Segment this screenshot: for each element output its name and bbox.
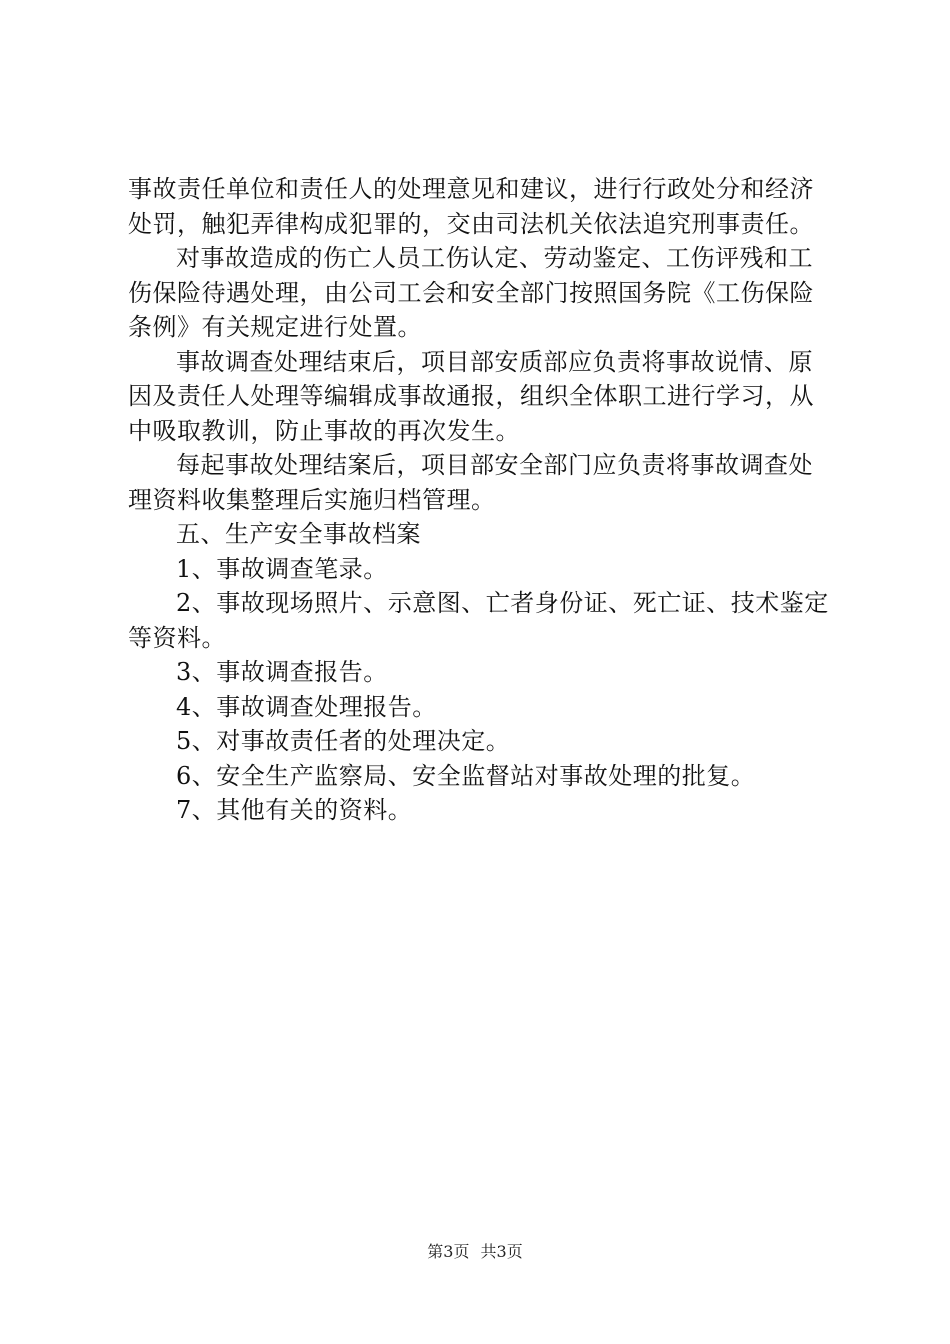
page-number: 第3页 [427,1242,470,1261]
paragraph-4: 每起事故处理结案后，项目部安全部门应负责将事故调查处理资料收集整理后实施归档管理。 [128,451,813,514]
document-body [128,172,832,828]
list-item-4: 4、事故调查处理报告。 [176,692,437,721]
page-footer [0,1242,950,1262]
paragraph-2: 对事故造成的伤亡人员工伤认定、劳动鉴定、工伤评残和工伤保险待遇处理，由公司工会和安全部门按照国务院《工伤保险条例》有关规定进行处置。 [128,244,814,341]
paragraph-1: 事故责任单位和责任人的处理意见和建议，进行行政处分和经济处罚，触犯弄律构成犯罪的，交由司法机关依法追究刑事责任。 [128,175,814,238]
list-item-5: 5、对事故责任者的处理决定。 [176,727,511,755]
paragraph-3: 事故调查处理结束后，项目部安质部应负责将事故说情、原因及责任人处理等编辑成事故通报，组织全体职工进行学习，从中吸取教训，防止事故的再次发生。 [128,347,814,445]
list-item-2: 2、事故现场照片、示意图、亡者身份证、死亡证、技术鉴定等资料。 [128,589,829,652]
list-item-1: 1、事故调查笔录。 [176,554,388,583]
list-item-6: 6、安全生产监察局、安全监督站对事故处理的批复。 [176,761,756,790]
section-heading: 五、生产安全事故档案 [176,520,421,548]
page-total: 共3页 [480,1242,523,1261]
list-item-7: 7、其他有关的资料。 [176,796,413,824]
list-item-3: 3、事故调查报告。 [176,658,388,686]
